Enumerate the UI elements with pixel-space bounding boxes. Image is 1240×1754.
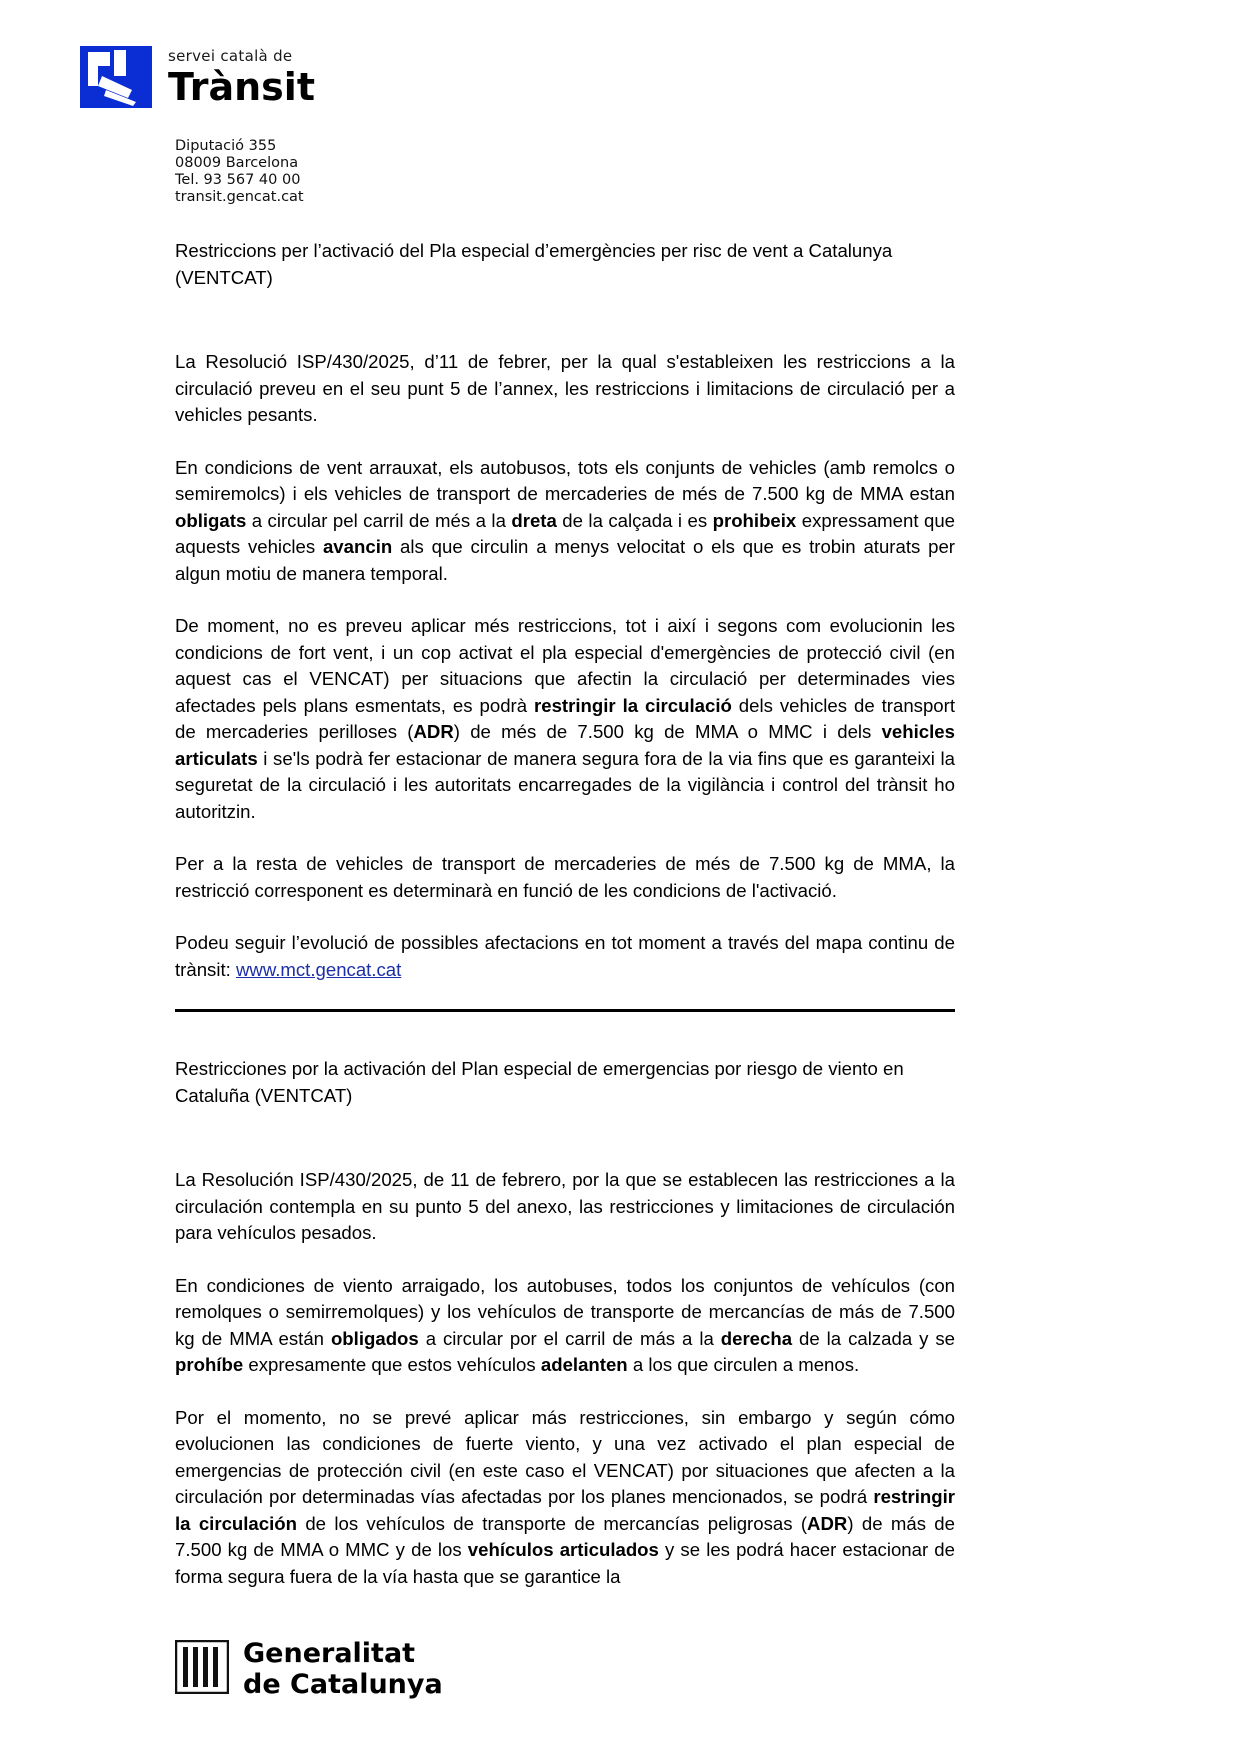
es-p3-seg-c: de los vehículos de transporte de mercancías peligrosas ( xyxy=(297,1512,808,1534)
ca-p3-seg-e: i se'ls podrà fer estacionar de manera segura fora de la via fins que es garanteixi la seguretat de la circulació i les autoritats encarregades de la vigilància i control del trànsit ho autoritzin. xyxy=(175,747,955,822)
generalitat-line-1: Generalitat xyxy=(243,1638,416,1669)
spanish-paragraph-1: La Resolución ISP/430/2025, de 11 de febrero, por la que se establecen las restricciones a la circulación contempla en su punto 5 del anexo, las restricciones y limitaciones de circulación para vehículos pesados. xyxy=(175,1169,955,1243)
brand-small-label: servei català de xyxy=(168,47,293,65)
document-body xyxy=(175,238,955,1616)
ca-p5-seg-a: Podeu seguir l’evolució de possibles afectacions en tot moment a través del mapa continu de trànsit: xyxy=(175,932,955,980)
catalan-paragraph-2 xyxy=(175,455,955,588)
catalan-paragraph-1: La Resolució ISP/430/2025, d’11 de febrer, per la qual s'estableixen les restriccions a la circulació preveu en el seu punt 5 de l’annex, les restriccions i limitacions de circulació per a vehicles pesants. xyxy=(175,351,955,425)
spanish-paragraph-3 xyxy=(175,1405,955,1591)
ca-p3-seg-a: De moment, no es preveu aplicar més restriccions, tot i així i segons com evolucionin les condicions de fort vent, i un cop activat el pla especial d'emergències de protecció civil (en aquest cas el VENCAT) per situacions que afectin la circulació per determinades vies afectades pels plans esmentats, es podrà xyxy=(175,615,955,716)
mct-gencat-link[interactable]: www.mct.gencat.cat xyxy=(235,958,402,980)
address-line-city: 08009 Barcelona xyxy=(175,155,299,171)
catalan-title: Restriccions per l’activació del Pla especial d’emergències per risc de vent a Catalunya (VENTCAT) xyxy=(175,240,893,288)
es-p2-seg-d: de la calzada y se xyxy=(792,1327,955,1349)
ca-p2-bold-dreta: dreta xyxy=(511,509,557,531)
es-p2-seg-a: En condiciones de viento arraigado, los autobuses, todos los conjuntos de vehículos (con remolques o semirremolques) y los vehículos de transporte de mercancías de más de 7.500 kg de MMA están xyxy=(175,1274,955,1349)
es-p3-seg-d: ) de más de 7.500 kg de MMA o MMC y de los xyxy=(175,1512,955,1560)
es-p3-seg-e: y se les podrá hacer estacionar de forma segura fuera de la vía hasta que se garantice la xyxy=(175,1539,955,1587)
generalitat-wordmark xyxy=(243,1638,443,1700)
es-p2-seg-c: a circular por el carril de más a la xyxy=(418,1327,721,1349)
ca-p3-bold-restringir: restringir la circulació xyxy=(534,694,732,716)
ca-p2-seg-f: als que circulin a menys velocitat o els que es trobin aturats per algun motiu de manera temporal. xyxy=(175,536,955,584)
transit-logo-icon xyxy=(80,46,152,108)
brand-big-label: Trànsit xyxy=(168,65,315,109)
es-p2-bold-derecha: derecha xyxy=(720,1327,793,1349)
ca-p2-bold-avancin: avancin xyxy=(322,536,393,557)
ca-p2-seg-c: a circular pel carril de més a la xyxy=(246,509,512,531)
ca-p3-bold-adr: ADR xyxy=(413,721,454,742)
ca-p2-seg-d: de la calçada i es xyxy=(556,509,713,531)
generalitat-shield-icon xyxy=(175,1640,229,1694)
ca-p2-seg-a: En condicions de vent arrauxat, els autobusos, tots els conjunts de vehicles (amb remolcs o semiremolcs) i els vehicles de transport de mercaderies de més de 7.500 kg de MMA estan xyxy=(175,456,955,504)
ca-p3-seg-c: dels vehicles de transport de mercaderies perilloses ( xyxy=(175,694,955,742)
address-line-phone: Tel. 93 567 40 00 xyxy=(175,172,301,188)
ca-p3-bold-articulats: vehicles articulats xyxy=(175,721,955,769)
es-p2-seg-f: a los que circulen a menos. xyxy=(627,1354,860,1375)
catalan-paragraph-3 xyxy=(175,613,955,825)
address-line-web: transit.gencat.cat xyxy=(175,189,304,205)
catalan-paragraph-5 xyxy=(175,930,955,983)
es-p2-bold-adelanten: adelanten xyxy=(540,1354,628,1375)
contact-address-block xyxy=(175,138,304,206)
es-p2-bold-obligados: obligados xyxy=(330,1327,419,1349)
generalitat-footer xyxy=(175,1636,595,1716)
brand-wordmark xyxy=(168,48,588,108)
ca-p2-seg-e: expressament que aquests vehicles xyxy=(175,509,955,557)
spanish-title: Restricciones por la activación del Plan especial de emergencias por riesgo de viento en Cataluña (VENTCAT) xyxy=(175,1058,904,1106)
ca-p3-seg-d: ) de més de 7.500 kg de MMA o MMC i dels xyxy=(453,721,882,742)
ca-p2-bold-obligats: obligats xyxy=(175,509,247,531)
es-p3-bold-restringir: restringir la circulación xyxy=(175,1486,955,1534)
es-p3-bold-articulados: vehículos articulados xyxy=(467,1539,659,1560)
es-p2-bold-prohibe: prohíbe xyxy=(175,1354,244,1375)
es-p2-seg-e: expresamente que estos vehículos xyxy=(243,1354,541,1375)
section-divider xyxy=(175,1009,955,1012)
es-p3-bold-adr: ADR xyxy=(807,1512,848,1534)
es-p3-seg-a: Por el momento, no se prevé aplicar más restricciones, sin embargo y según cómo evolucionen las condiciones de fuerte viento, y una vez activado el plan especial de emergencias de protección civil (en este caso el VENCAT) por situaciones que afecten a la circulación por determinadas vías afectadas por los planes mencionados, se podrá xyxy=(175,1406,955,1507)
catalan-paragraph-4: Per a la resta de vehicles de transport de mercaderies de més de 7.500 kg de MMA, la restricció corresponent es determinarà en funció de les condicions de l'activació. xyxy=(175,853,955,901)
address-line-street: Diputació 355 xyxy=(175,138,277,154)
generalitat-line-2: de Catalunya xyxy=(243,1669,443,1700)
spanish-paragraph-2 xyxy=(175,1273,955,1379)
ca-p2-bold-prohibeix: prohibeix xyxy=(712,509,797,531)
